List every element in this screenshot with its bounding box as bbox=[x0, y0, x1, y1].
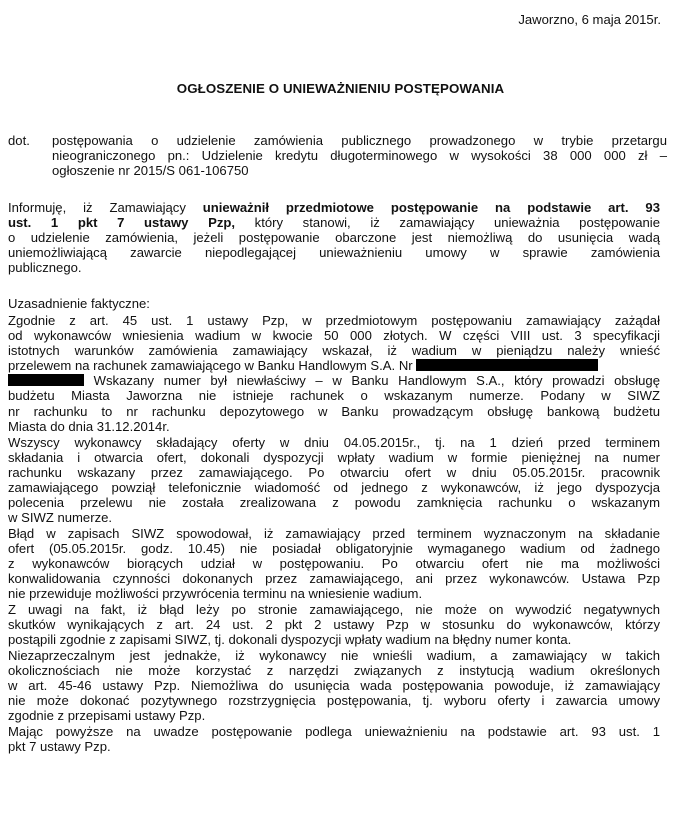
intro-line bbox=[8, 215, 660, 230]
intro-text: który stanowi, iż zamawiający unieważnia postępowanie bbox=[235, 215, 660, 231]
justification-heading: Uzasadnienie faktyczne: bbox=[8, 296, 150, 311]
paragraph-line: w SIWZ numerze. bbox=[8, 510, 113, 526]
paragraph-line: nie może dokonać pozytywnego rozstrzygnięcia postępowania, tj. wyboru oferty i zawarcia umowy bbox=[8, 693, 660, 709]
paragraph-line: Niezaprzeczalnym jest jednakże, iż wykonawcy nie wnieśli wadium, a zamawiający w takich bbox=[8, 648, 660, 663]
intro-bold-text: unieważnił przedmiotowe postępowanie na podstawie art. 93 bbox=[202, 200, 660, 215]
paragraph-line: Wszyscy wykonawcy składający oferty w dniu 04.05.2015r., tj. na 1 dzień przed terminem bbox=[8, 435, 660, 450]
paragraph-text: przelewem na rachunek zamawiającego w Banku Handlowym S.A. Nr bbox=[8, 358, 413, 374]
intro-line: o udzielenie zamówienia, jeżeli postępowanie obarczone jest niemożliwą do usunięcia wadą bbox=[8, 230, 660, 246]
subject-label: dot. bbox=[8, 133, 30, 148]
intro-line bbox=[8, 200, 660, 215]
intro-paragraph bbox=[8, 200, 660, 275]
paragraph-line: rachunku wskazany przez zamawiającego. Po otwarciu ofert w dniu 05.05.2015r. pracownik bbox=[8, 465, 660, 481]
paragraph-line: polecenia przelewu nie została zrealizowana z powodu zamknięcia rachunku o wskazanym bbox=[8, 495, 660, 511]
justification-paragraph-6 bbox=[8, 724, 660, 754]
paragraph-line: zamawiającego powziął telefonicznie wiadomość od jednego z wykonawców, iż jego dyspozycja bbox=[8, 480, 660, 496]
paragraph-line: konwalidowania czynności dokonanych przez zamawiającego, ani przez wykonawców. Ustawa Pzp bbox=[8, 571, 660, 587]
paragraph-line: składania i otwarcia ofert, dokonali dyspozycji wpłaty wadium w formie pieniężnej na numer bbox=[8, 450, 660, 466]
paragraph-line: z wykonawców biorących udział w postępowaniu. Po otwarciu ofert nie ma możliwości bbox=[8, 556, 660, 572]
justification-paragraph-5 bbox=[8, 648, 660, 723]
paragraph-line bbox=[8, 358, 660, 373]
subject-line: ogłoszenie nr 2015/S 061-106750 bbox=[52, 163, 249, 179]
paragraph-line: w art. 45-46 ustawy Pzp. Niemożliwa do usunięcia wada postępowania powoduje, iż zamawiający bbox=[8, 678, 660, 694]
intro-bold-text: ust. 1 pkt 7 ustawy Pzp, bbox=[8, 215, 235, 231]
subject-text bbox=[52, 133, 667, 178]
intro-text: Informuję, iż Zamawiający bbox=[8, 200, 203, 215]
paragraph-line: Z uwagi na fakt, iż błąd leży po stronie zamawiającego, nie może on wywodzić negatywnych bbox=[8, 602, 660, 617]
document-date: Jaworzno, 6 maja 2015r. bbox=[518, 12, 661, 27]
paragraph-line: Zgodnie z art. 45 ust. 1 ustawy Pzp, w przedmiotowym postępowaniu zamawiający zażądał bbox=[8, 313, 660, 328]
justification-paragraph-2 bbox=[8, 435, 660, 526]
paragraph-line: Mając powyższe na uwadze postępowanie podlega unieważnieniu na podstawie art. 93 ust. 1 bbox=[8, 724, 660, 739]
intro-line: publicznego. bbox=[8, 260, 82, 276]
paragraph-line: od wykonawców wniesienia wadium w kwocie 50 000 złotych. W części VIII ust. 3 specyfikacji bbox=[8, 328, 660, 344]
paragraph-line: ofert (05.05.2015r. godz. 10.45) nie posiadał obligatoryjnie wymaganego wadium od żadnego bbox=[8, 541, 660, 557]
document-title: OGŁOSZENIE O UNIEWAŻNIENIU POSTĘPOWANIA bbox=[176, 81, 505, 96]
paragraph-line: pkt 7 ustawy Pzp. bbox=[8, 739, 111, 755]
paragraph-line: postąpili zgodnie z zapisami SIWZ, tj. dokonali dyspozycji wpłaty wadium na błędny numer konta. bbox=[8, 632, 572, 648]
justification-paragraph-3 bbox=[8, 526, 660, 601]
redacted-account-number bbox=[416, 359, 598, 371]
intro-line: uniemożliwiającą zawarcie niepodlegającej unieważnieniu umowy w sprawie zamówienia bbox=[8, 245, 660, 261]
paragraph-line: budżetu Miasta Jaworzna nie istnieje rachunek o wskazanym numerze. Podany w SIWZ bbox=[8, 388, 660, 404]
subject-line: postępowania o udzielenie zamówienia publicznego prowadzonego w trybie przetargu bbox=[52, 133, 667, 148]
redacted-account-number bbox=[8, 374, 84, 386]
paragraph-line: Błąd w zapisach SIWZ spowodował, iż zamawiający przed terminem wyznaczonym na składanie bbox=[8, 526, 660, 541]
paragraph-line: nr rachunku to nr rachunku depozytowego w Banku prowadzącym obsługę bankową budżetu bbox=[8, 403, 660, 419]
justification-paragraph-4 bbox=[8, 602, 660, 647]
paragraph-line: Miasta do dnia 31.12.2014r. bbox=[8, 418, 170, 434]
paragraph-line bbox=[8, 373, 660, 388]
paragraph-line: istotnych warunków zamówienia zamawiający wskazał, iż wadium w pieniądzu należy wnieść bbox=[8, 343, 660, 359]
paragraph-text: Wskazany numer był niewłaściwy – w Banku Handlowym S.A., który prowadzi obsługę bbox=[84, 373, 660, 389]
subject-line: nieograniczonego pn.: Udzielenie kredytu długoterminowego w wysokości 38 000 000 zł – bbox=[52, 148, 667, 164]
paragraph-line: okolicznościach nie może korzystać z narzędzi związanych z instytucją wadium określonych bbox=[8, 663, 660, 679]
paragraph-line: nie przewiduje możliwości przywrócenia terminu na wniesienie wadium. bbox=[8, 586, 423, 602]
justification-paragraph-1 bbox=[8, 313, 660, 434]
paragraph-line: skutków wynikających z art. 24 ust. 2 pkt 2 ustawy Pzp w stosunku do wykonawców, którzy bbox=[8, 617, 660, 633]
paragraph-line: zgodnie z przepisami ustawy Pzp. bbox=[8, 708, 206, 724]
